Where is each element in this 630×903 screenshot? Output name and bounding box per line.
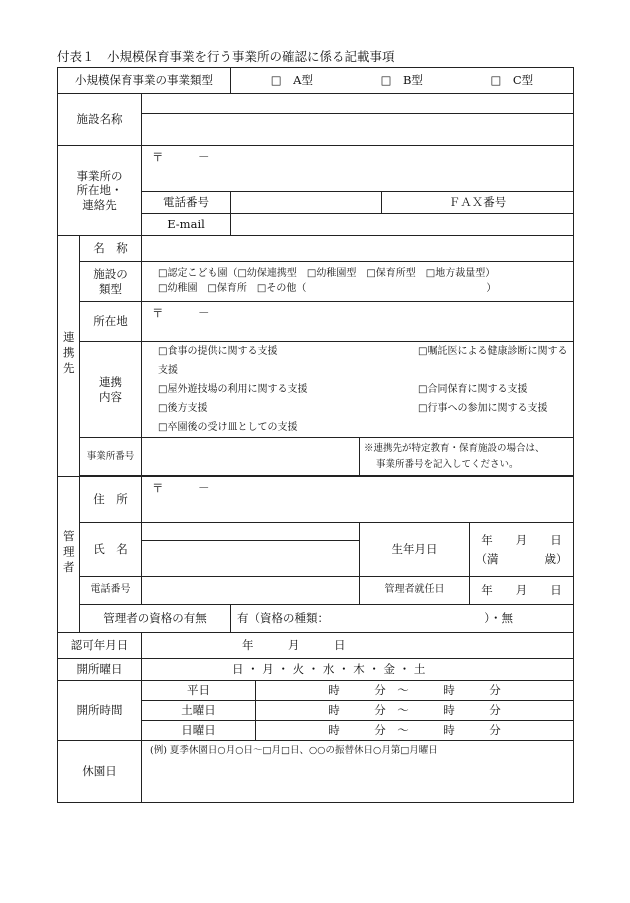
type-c-checkbox[interactable]: □ C型 bbox=[490, 73, 534, 88]
opening-hours-label: 開所時間 bbox=[58, 681, 142, 741]
facility-name-field[interactable] bbox=[142, 114, 574, 146]
manager-address-field[interactable]: 〒 － bbox=[142, 477, 574, 523]
facility-name-kana-field[interactable] bbox=[142, 94, 574, 114]
manager-qualification-field[interactable]: 有（資格の種類： ）・無 bbox=[231, 605, 574, 633]
partner-content-label: 連携 内容 bbox=[80, 342, 142, 438]
approval-date-field[interactable]: 年 月 日 bbox=[142, 633, 574, 659]
hours-saturday-label: 土曜日 bbox=[142, 701, 256, 721]
manager-appointed-label: 管理者就任日 bbox=[360, 577, 470, 605]
office-address-field[interactable]: 〒 － bbox=[142, 146, 574, 192]
hours-saturday-field[interactable]: 時 分 ～ 時 分 bbox=[256, 701, 574, 721]
partner-name-field[interactable] bbox=[142, 236, 574, 262]
facility-name-label: 施設名称 bbox=[58, 94, 142, 146]
partner-office-number-note: ※連携先が特定教育・保育施設の場合は、 事業所番号を記入してください。 bbox=[360, 438, 574, 476]
form-title: 付表１ 小規模保育事業を行う事業所の確認に係る記載事項 bbox=[57, 49, 395, 64]
manager-address-label: 住 所 bbox=[80, 477, 142, 523]
office-phone-label: 電話番号 bbox=[142, 192, 231, 214]
partner-type-label: 施設の 類型 bbox=[80, 262, 142, 302]
partner-address-label: 所在地 bbox=[80, 302, 142, 342]
office-fax-label: ＦＡＸ番号 bbox=[382, 192, 574, 214]
open-days-field[interactable]: 日 ・ 月 ・ 火 ・ 水 ・ 木 ・ 金 ・ 土 bbox=[142, 659, 574, 681]
manager-name-kana-field[interactable] bbox=[142, 523, 360, 541]
type-b-checkbox[interactable]: □ B型 bbox=[380, 73, 423, 88]
manager-appointed-field[interactable]: 年 月 日 bbox=[470, 577, 574, 605]
partner-name-label: 名 称 bbox=[80, 236, 142, 262]
manager-birth-label: 生年月日 bbox=[360, 523, 470, 577]
partner-address-field[interactable]: 〒 － bbox=[142, 302, 574, 342]
office-email-field[interactable] bbox=[231, 214, 574, 236]
partner-office-number-field[interactable] bbox=[142, 438, 360, 476]
type-a-checkbox[interactable]: □ A型 bbox=[270, 73, 313, 88]
office-email-label: E-mail bbox=[142, 214, 231, 236]
partner-section-label: 連携先 bbox=[58, 236, 80, 477]
holidays-label: 休園日 bbox=[58, 741, 142, 803]
hours-sunday-field[interactable]: 時 分 ～ 時 分 bbox=[256, 721, 574, 741]
business-type-options bbox=[231, 68, 574, 94]
hours-weekday-label: 平日 bbox=[142, 681, 256, 701]
approval-date-label: 認可年月日 bbox=[58, 633, 142, 659]
partner-content-options[interactable]: □食事の提供に関する支援 □嘱託医による健康診断に関する支援 □屋外遊技場の利用に関する支援 □合同保育に関する支援 □後方支援 □行事への参加に関する支援 □卒園後の受け皿としての支援 bbox=[142, 342, 574, 438]
business-type-label: 小規模保育事業の事業類型 bbox=[58, 68, 231, 94]
manager-qualification-label: 管理者の資格の有無 bbox=[80, 605, 231, 633]
manager-name-label: 氏 名 bbox=[80, 523, 142, 577]
office-phone-field[interactable] bbox=[231, 192, 382, 214]
manager-name-field[interactable] bbox=[142, 541, 360, 577]
manager-birth-field[interactable]: 年 月 日 （満 歳） bbox=[470, 523, 574, 577]
manager-phone-label: 電話番号 bbox=[80, 577, 142, 605]
holidays-field[interactable]: (例) 夏季休園日○月○日～□月□日、○○の振替休日○月第□月曜日 bbox=[142, 741, 574, 803]
hours-weekday-field[interactable]: 時 分 ～ 時 分 bbox=[256, 681, 574, 701]
partner-office-number-label: 事業所番号 bbox=[80, 438, 142, 476]
open-days-label: 開所曜日 bbox=[58, 659, 142, 681]
partner-type-options[interactable]: □認定こども園（□幼保連携型 □幼稚園型 □保育所型 □地方裁量型） □幼稚園 □保育所 □その他（ ） bbox=[142, 262, 574, 302]
hours-sunday-label: 日曜日 bbox=[142, 721, 256, 741]
manager-section-label: 管理者 bbox=[58, 477, 80, 633]
office-location-label: 事業所の 所在地・ 連絡先 bbox=[58, 146, 142, 236]
application-form-table bbox=[57, 67, 574, 803]
manager-phone-field[interactable] bbox=[142, 577, 360, 605]
